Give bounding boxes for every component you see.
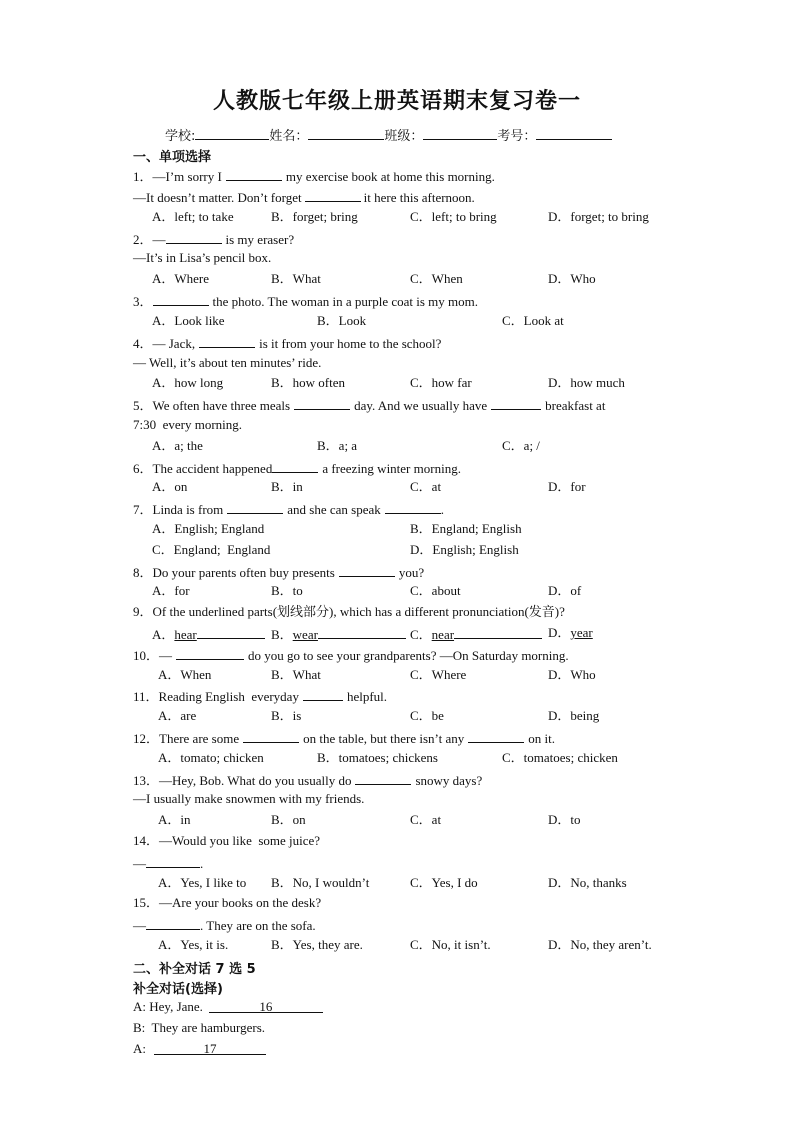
option-a[interactable]: A．Where [152, 271, 210, 286]
option-c[interactable]: C．No, it isn’t. [410, 937, 491, 952]
option-a[interactable]: A．on [152, 479, 188, 494]
question-14-line-2: — . [133, 856, 204, 871]
option-c[interactable]: C．England; England [152, 542, 271, 557]
section-heading: 二、补全对话 7 选 5 [133, 962, 256, 977]
answer-blank[interactable] [146, 916, 200, 930]
option-a[interactable]: A．are [158, 708, 197, 723]
answer-blank[interactable] [153, 292, 209, 306]
option-d[interactable]: D．of [548, 583, 582, 598]
exam-no-label: 考号： [497, 129, 537, 144]
question-14-line-1: 14．—Would you like some juice? [133, 833, 321, 848]
answer-blank[interactable] [146, 854, 200, 868]
answer-blank[interactable] [272, 459, 318, 473]
answer-blank[interactable] [385, 500, 441, 514]
class-blank[interactable] [423, 126, 497, 140]
question-5-line-2: 7:30 every morning. [133, 417, 243, 432]
answer-blank[interactable] [199, 334, 255, 348]
option-c[interactable]: C．a; / [502, 438, 540, 453]
answer-blank[interactable] [355, 771, 411, 785]
question-8-line-1: 8．Do your parents often buy presents you? [133, 565, 425, 580]
option-c[interactable]: C．at [410, 479, 442, 494]
option-d[interactable]: D．English; English [410, 542, 519, 557]
section-heading: 一、单项选择 [133, 150, 212, 165]
option-c[interactable]: C．tomatoes; chicken [502, 750, 618, 765]
option-c[interactable]: C．When [410, 271, 463, 286]
page-title: 人教版七年级上册英语期末复习卷一 [212, 88, 581, 114]
option-d[interactable]: D．being [548, 708, 600, 723]
option-a[interactable]: A．Yes, I like to [158, 875, 247, 890]
option-d[interactable]: D．Who [548, 667, 596, 682]
question-13-line-2: —I usually make snowmen with my friends. [133, 791, 365, 806]
option-c[interactable]: C．how far [410, 375, 472, 390]
answer-blank[interactable] [243, 729, 299, 743]
question-1-line-1: 1．—I’m sorry I my exercise book at home this morning. [133, 169, 495, 184]
question-11-line-1: 11．Reading English everyday helpful. [133, 689, 388, 704]
question-1-line-2: —It doesn’t matter. Don’t forget it here this afternoon. [133, 190, 475, 205]
option-b[interactable]: B．No, I wouldn’t [271, 875, 370, 890]
answer-blank[interactable] [227, 500, 283, 514]
option-a[interactable]: A．in [158, 812, 191, 827]
option-b[interactable]: B．in [271, 479, 303, 494]
question-3-line-1: 3． the photo. The woman in a purple coat is my mom. [133, 294, 479, 309]
answer-blank[interactable] [226, 167, 282, 181]
option-c[interactable]: C．be [410, 708, 444, 723]
option-b[interactable]: B．to [271, 583, 303, 598]
question-13-line-1: 13．—Hey, Bob. What do you usually do snowy days? [133, 773, 483, 788]
dialogue-line-b1: B: They are hamburgers. [133, 1020, 266, 1035]
option-b[interactable]: B．Look [317, 313, 367, 328]
dialogue-blank-16[interactable]: 16 [209, 999, 323, 1013]
option-a[interactable]: A．hear [152, 625, 265, 643]
option-a[interactable]: A．Look like [152, 313, 225, 328]
question-10-line-1: 10．— do you go to see your grandparents? —On Saturday morning. [133, 648, 569, 663]
option-b[interactable]: B．on [271, 812, 306, 827]
option-d[interactable]: D．how much [548, 375, 625, 390]
question-9-line-1: 9．Of the underlined parts(划线部分), which has a different pronunciation(发音)? [133, 604, 565, 619]
option-c[interactable]: C．about [410, 583, 461, 598]
option-c[interactable]: C．at [410, 812, 442, 827]
option-b[interactable]: B．how often [271, 375, 346, 390]
class-label: 班级： [384, 129, 424, 144]
name-blank[interactable] [308, 126, 384, 140]
option-c[interactable]: C．Look at [502, 313, 564, 328]
option-b[interactable]: B．forget; bring [271, 209, 358, 224]
school-blank[interactable] [195, 126, 269, 140]
option-b[interactable]: B．is [271, 708, 302, 723]
section-subheading: 补全对话(选择) [133, 982, 223, 997]
option-b[interactable]: B．wear [271, 625, 406, 643]
option-c[interactable]: C．Where [410, 667, 467, 682]
option-b[interactable]: B．a; a [317, 438, 358, 453]
option-d[interactable]: D．No, thanks [548, 875, 627, 890]
question-4-line-1: 4．— Jack, is it from your home to the school? [133, 336, 442, 351]
question-2-line-2: —It’s in Lisa’s pencil box. [133, 250, 272, 265]
option-c[interactable]: C．left; to bring [410, 209, 497, 224]
question-7-line-1: 7．Linda is from and she can speak . [133, 502, 445, 517]
option-b[interactable]: B．tomatoes; chickens [317, 750, 438, 765]
option-d[interactable]: D．for [548, 479, 586, 494]
option-d[interactable]: D．forget; to bring [548, 209, 649, 224]
exam-no-blank[interactable] [536, 126, 612, 140]
school-label: 学校: [165, 129, 196, 144]
option-c[interactable]: C．near [410, 625, 542, 643]
answer-blank[interactable] [166, 230, 222, 244]
answer-blank[interactable] [468, 729, 524, 743]
option-a[interactable]: A．English; England [152, 521, 265, 536]
dialogue-line-a1: A: Hey, Jane. 16 [133, 999, 323, 1015]
student-info-row [165, 125, 612, 144]
option-b[interactable]: B．England; English [410, 521, 522, 536]
question-15-line-1: 15．—Are your books on the desk? [133, 895, 322, 910]
option-d[interactable]: D．No, they aren’t. [548, 937, 652, 952]
answer-blank[interactable] [305, 188, 361, 202]
option-d[interactable]: D．year [548, 625, 593, 640]
answer-blank[interactable] [176, 646, 244, 660]
question-5-line-1: 5．We often have three meals day. And we usually have breakfast at [133, 398, 606, 413]
question-2-line-1: 2．— is my eraser? [133, 232, 295, 247]
option-d[interactable]: D．Who [548, 271, 596, 286]
question-6-line-1: 6．The accident happened a freezing winter morning. [133, 461, 461, 476]
question-4-line-2: — Well, it’s about ten minutes’ ride. [133, 355, 322, 370]
option-a[interactable]: A．tomato; chicken [158, 750, 264, 765]
dialogue-line-a2: A: 17 [133, 1041, 266, 1057]
option-a[interactable]: A．When [158, 667, 212, 682]
question-12-line-1: 12．There are some on the table, but there isn’t any on it. [133, 731, 555, 746]
option-b[interactable]: B．What [271, 667, 321, 682]
option-a[interactable]: A．a; the [152, 438, 203, 453]
name-label: 姓名： [269, 129, 309, 144]
answer-blank[interactable] [294, 396, 350, 410]
option-a[interactable]: A．left; to take [152, 209, 234, 224]
option-a[interactable]: A．Yes, it is. [158, 937, 229, 952]
option-b[interactable]: B．What [271, 271, 321, 286]
option-d[interactable]: D．to [548, 812, 581, 827]
answer-blank[interactable] [491, 396, 541, 410]
option-c[interactable]: C．Yes, I do [410, 875, 478, 890]
question-15-line-2: — . They are on the sofa. [133, 918, 316, 933]
option-a[interactable]: A．how long [152, 375, 224, 390]
option-b[interactable]: B．Yes, they are. [271, 937, 363, 952]
dialogue-blank-17[interactable]: 17 [154, 1041, 266, 1055]
option-a[interactable]: A．for [152, 583, 190, 598]
answer-blank[interactable] [303, 687, 343, 701]
answer-blank[interactable] [339, 563, 395, 577]
